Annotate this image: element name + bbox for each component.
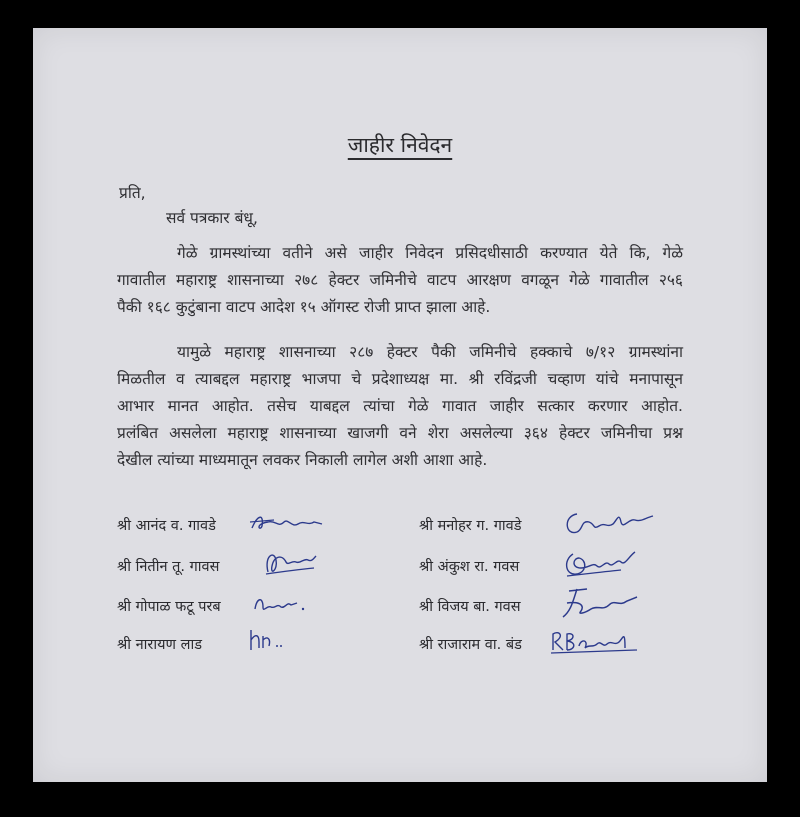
document-page — [33, 28, 767, 782]
handwritten-signature — [248, 508, 328, 536]
paragraph-1-line: पैकी १६८ कुटुंबाना वाटप आदेश १५ ऑगस्ट रोजी प्राप्त झाला आहे. — [117, 298, 491, 316]
signatory-name: श्री राजाराम वा. बंड — [419, 637, 522, 653]
paragraph-2-line: आभार मानत आहोत. तसेच याबद्दल त्यांचा गेळे गावात जाहीर सत्कार करणार आहोत. — [117, 397, 683, 415]
signatory-name: श्री नारायण लाड — [117, 637, 202, 653]
document-title: जाहीर निवेदन — [347, 133, 453, 157]
paragraph-2-line: देखील त्यांच्या माध्यमातून लवकर निकाली लागेल अशी आशा आहे. — [117, 451, 488, 469]
signatory-name: श्री आनंद व. गावडे — [117, 518, 216, 534]
salutation: प्रति, — [119, 184, 146, 202]
handwritten-signature — [251, 591, 311, 619]
signatory-name: श्री नितीन तू. गावस — [117, 559, 220, 575]
handwritten-signature — [260, 546, 320, 580]
handwritten-signature — [549, 626, 639, 656]
handwritten-signature — [559, 506, 659, 542]
paragraph-2-line: प्रलंबित असलेला महाराष्ट्र शासनाच्या खाजगी वने शेरा असलेल्या ३६४ हेक्टर जमिनीचा प्रश्न — [117, 424, 683, 442]
paragraph-2 — [117, 339, 683, 474]
addressee: सर्व पत्रकार बंधू, — [166, 209, 258, 227]
signatory-name: श्री अंकुश रा. गवस — [419, 559, 520, 575]
paragraph-1-line: गावातील महाराष्ट्र शासनाच्या २७८ हेक्टर जमिनीचे वाटप आरक्षण वगळून गेळे गावातील २५६ — [117, 271, 683, 289]
paragraph-2-line: मिळतील व त्याबद्दल महाराष्ट्र भाजपा चे प्रदेशाध्यक्ष मा. श्री रविंद्रजी चव्हाण यांचे मनापासून — [117, 370, 683, 388]
handwritten-signature — [245, 626, 295, 654]
signatory-name: श्री विजय बा. गवस — [419, 599, 521, 615]
signatory-name: श्री गोपाळ फटू परब — [117, 599, 221, 615]
paragraph-1-line: गेळे ग्रामस्थांच्या वतीने असे जाहीर निवेदन प्रसिदधीसाठी करण्यात येते कि, गेळे — [177, 244, 683, 262]
paragraph-2-line: यामुळे महाराष्ट्र शासनाच्या २८७ हेक्टर पैकी जमिनीचे हक्काचे ७/१२ ग्रामस्थांना — [177, 343, 683, 361]
handwritten-signature — [561, 544, 641, 582]
handwritten-signature — [555, 583, 645, 623]
signatory-name: श्री मनोहर ग. गावडे — [419, 518, 522, 534]
paragraph-1 — [117, 240, 683, 321]
